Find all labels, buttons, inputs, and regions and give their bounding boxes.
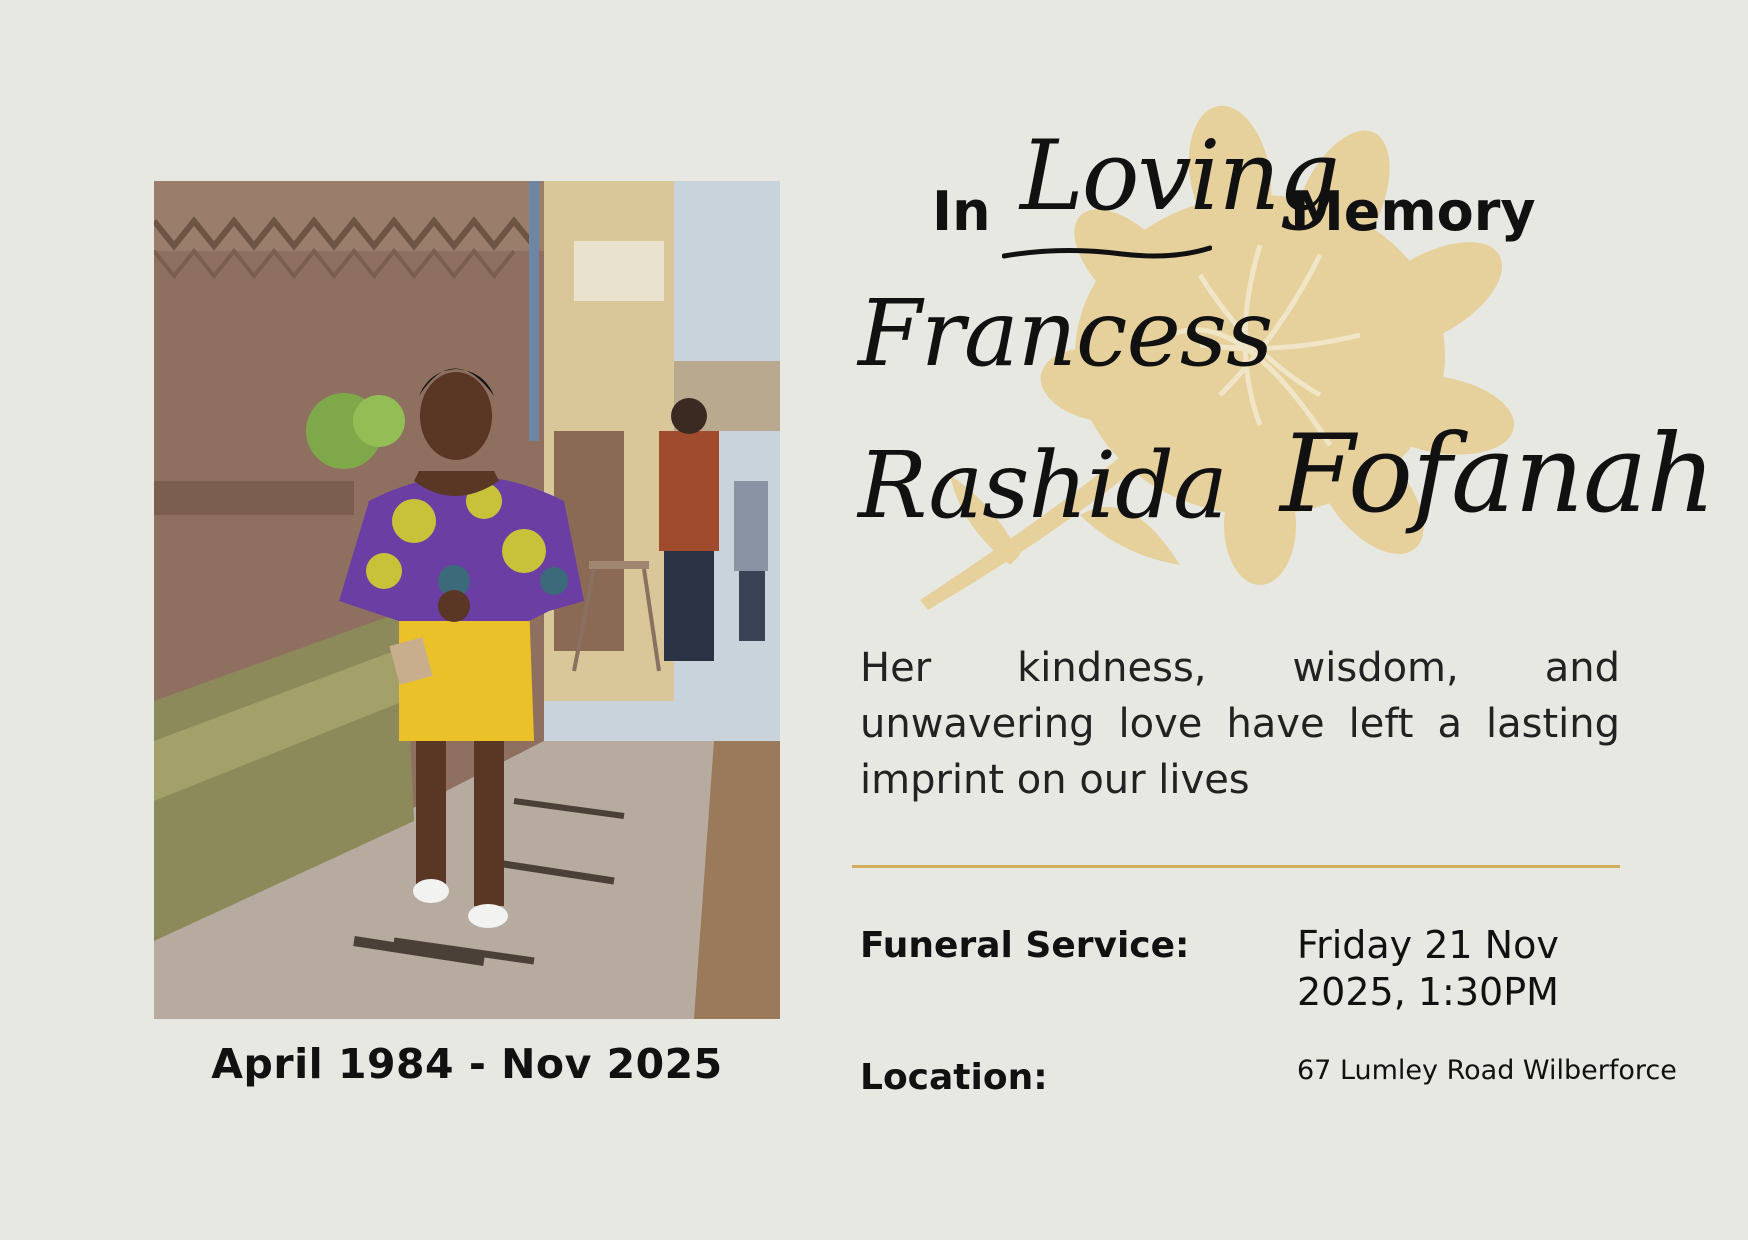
name-last: Fofanah [1280, 412, 1715, 537]
name-first: Francess [858, 280, 1273, 387]
life-dates: April 1984 - Nov 2025 [211, 1040, 723, 1088]
divider [852, 865, 1620, 868]
underline-swash [1002, 238, 1212, 268]
funeral-service-label: Funeral Service: [860, 925, 1190, 966]
name-middle: Rashida [858, 432, 1227, 539]
heading [920, 120, 1620, 270]
heading-memory: Memory [1290, 180, 1536, 243]
portrait-photo [154, 181, 780, 1019]
heading-loving: Loving [1020, 120, 1338, 232]
portrait-illustration [154, 181, 780, 1019]
location-label: Location: [860, 1057, 1048, 1098]
location-value: 67 Lumley Road Wilberforce [1297, 1055, 1677, 1086]
funeral-service-value: Friday 21 Nov 2025, 1:30PM [1297, 923, 1559, 1014]
tribute-text: Her kindness, wisdom, and unwavering love have left a lasting imprint on our lives [860, 645, 1620, 803]
heading-in: In [932, 180, 991, 243]
